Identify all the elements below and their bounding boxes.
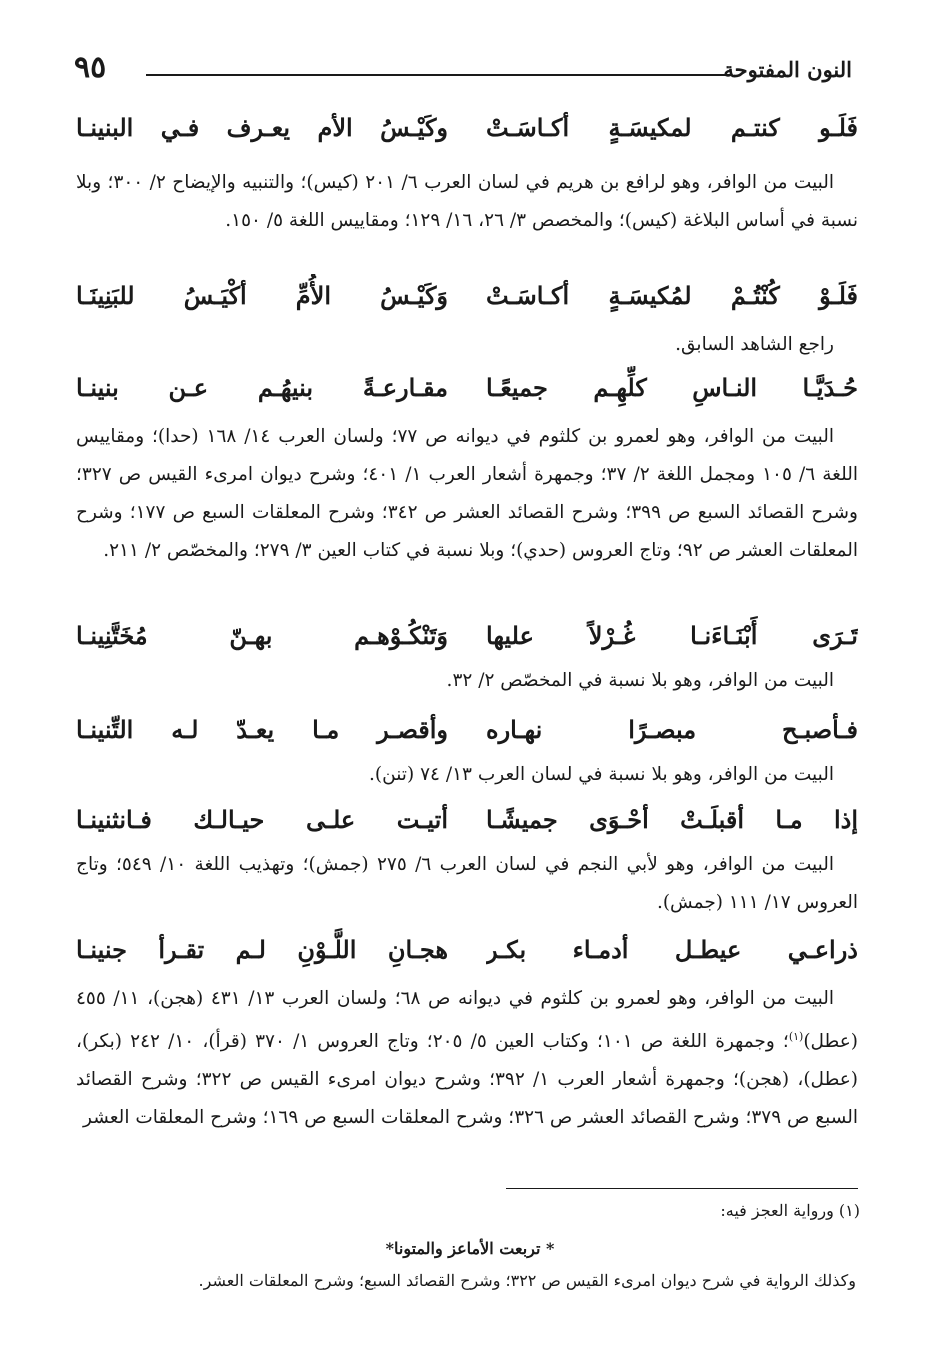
verse-5-first-hemistich: فـأصبـح مبصـرًا نهـاره bbox=[486, 715, 858, 744]
page-number: ٩٥ bbox=[74, 50, 107, 85]
verse-7 bbox=[76, 928, 858, 972]
verse-4-second-hemistich: وَتَنْكُـوْهـم بهـنّ مُخَتَّنِينـا bbox=[76, 621, 448, 650]
verse-2 bbox=[76, 274, 858, 318]
footnote-reference: (١) bbox=[788, 1030, 804, 1043]
commentary-7-part-2: ؛ وجمهرة اللغة ص ١٠١؛ وكتاب العين ٥/ ٢٠٥؛ وتاج العروس ١/ ٣٧٠ (قرأ)، ١٠/ ٢٤٢ (بكر)، (عطل)، (هجن)؛ وجمهرة أشعار العرب ١/ ٣٩٢؛ وشرح ديوان امرىء القيس ص ٣٢٢؛ وشرح القصائد السبع ص ٣٧٩؛ وشرح القصائد العشر ص ٣٢٦؛ وشرح المعلقات السبع ص ١٦٩؛ وشرح المعلقات العشر bbox=[76, 1031, 858, 1129]
verse-1 bbox=[76, 106, 858, 150]
commentary-4: البيت من الوافر، وهو بلا نسبة في المخصّص ٢/ ٣٢. bbox=[446, 670, 834, 691]
verse-7-second-hemistich: هجـانِ اللَّـوْنِ لـم تقـرأ جنينـا bbox=[76, 935, 448, 964]
footnote-note: وكذلك الرواية في شرح ديوان امرىء القيس ص ٣٢٢؛ وشرح القصائد السبع؛ وشرح المعلقات العشر. bbox=[198, 1271, 856, 1290]
verse-5 bbox=[76, 708, 858, 752]
verse-3 bbox=[76, 366, 858, 410]
footnote-verse: * تربعت الأماعز والمتونا* bbox=[385, 1239, 555, 1258]
verse-6-second-hemistich: أتيـت علـى حيـالـك فـانثنينـا bbox=[76, 805, 448, 834]
verse-3-first-hemistich: حُـدَيَّـا النـاسِ كلِّهِـم جميعًـا bbox=[486, 373, 858, 402]
verse-4 bbox=[76, 614, 858, 658]
commentary-7-part-1: البيت من الوافر، وهو لعمرو بن كلثوم في ديوانه ص ٦٨؛ ولسان العرب ١٣/ ٤٣١ (هجن)، ١١/ ٤٥٥ (عطل) bbox=[76, 988, 858, 1053]
page-header bbox=[74, 52, 852, 92]
verse-1-first-hemistich: فَلَـو كنتـم لمكيسَـةٍ أكـاسَـتْ bbox=[486, 113, 858, 142]
verse-2-first-hemistich: فَلَـوْ كُنْتُـمْ لمُكيسَـةٍ أكـاسَـتْ bbox=[486, 281, 858, 310]
verse-6 bbox=[76, 798, 858, 842]
commentary-3: البيت من الوافر، وهو لعمرو بن كلثوم في ديوانه ص ٧٧؛ ولسان العرب ١٤/ ١٦٨ (حدا)؛ ومقاييس اللغة ٦/ ١٠٥ ومجمل اللغة ٢/ ٣٧؛ وجمهرة أشعار العرب ١/ ٤٠١؛ وشرح ديوان امرىء القيس ص ٣٢٧؛ وشرح القصائد السبع ص ٣٩٩؛ وشرح القصائد العشر ص ٣٤٢؛ وشرح المعلقات السبع ص ١٧٧؛ وشرح المعلقات العشر ص ٩٢؛ وتاج العروس (حدي)؛ وبلا نسبة في كتاب العين ٣/ ٢٧٩؛ والمخصّص ٢/ ٢١١. bbox=[76, 426, 859, 561]
verse-6-first-hemistich: إذا مـا أقبلَـتْ أحْـوَى جميشًـا bbox=[486, 805, 858, 834]
chapter-title: النون المفتوحة bbox=[723, 57, 852, 82]
verse-5-second-hemistich: وأقصـر مـا يعـدّ لـه التِّنينـا bbox=[76, 715, 448, 744]
footnote-1: (١) ورواية العجز فيه: bbox=[720, 1201, 860, 1220]
verse-3-second-hemistich: مقـارعـةً بنيهُـم عـن بنينـا bbox=[76, 373, 448, 402]
footnote-rule bbox=[506, 1188, 858, 1189]
verse-7-first-hemistich: ذراعـي عيطـل أدمـاء بكـر bbox=[486, 935, 858, 964]
commentary-6: البيت من الوافر، وهو لأبي النجم في لسان العرب ٦/ ٢٧٥ (جمش)؛ وتهذيب اللغة ١٠/ ٥٤٩؛ وتاج العروس ١٧/ ١١١ (جمش). bbox=[76, 854, 858, 913]
commentary-7 bbox=[76, 980, 858, 1137]
header-rule bbox=[146, 74, 730, 76]
verse-1-second-hemistich: وكَيْـسُ الأم يعـرف فـي البنينـا bbox=[76, 113, 448, 142]
verse-4-first-hemistich: تَـرَى أَبْنَـاءَنـا غُـرْلاً عليها bbox=[486, 621, 858, 650]
verse-2-second-hemistich: وَكَيْـسُ الأُمِّ أكْيَـسُ للبَنِينَـا bbox=[76, 281, 448, 310]
commentary-1: البيت من الوافر، وهو لرافع بن هريم في لسان العرب ٦/ ٢٠١ (كيس)؛ والتنبيه والإيضاح ٢/ ٣٠٠؛ وبلا نسبة في أساس البلاغة (كيس)؛ والمخصص ٣/ ٢٦، ١٦/ ١٢٩؛ ومقاييس اللغة ٥/ ١٥٠. bbox=[76, 172, 858, 231]
commentary-5: البيت من الوافر، وهو بلا نسبة في لسان العرب ١٣/ ٧٤ (تنن). bbox=[369, 764, 834, 785]
commentary-2: راجع الشاهد السابق. bbox=[675, 334, 834, 355]
